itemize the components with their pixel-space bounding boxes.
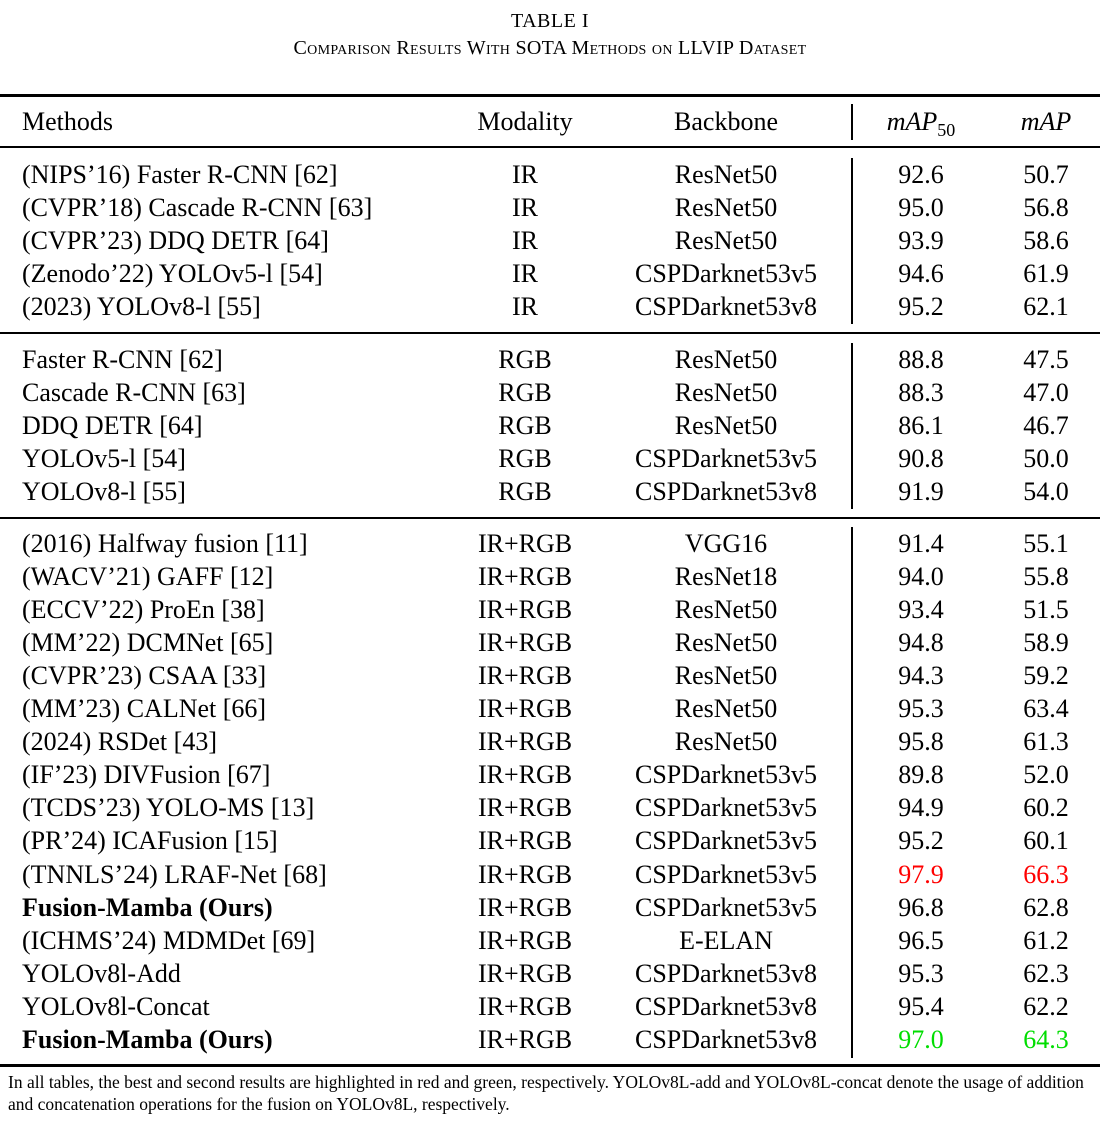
map-cell: 61.3 [1023,727,1069,757]
map-cell: 50.7 [1023,160,1069,189]
method-cell: Cascade R-CNN [63] [22,378,246,408]
method-cell: (IF’23) DIVFusion [67] [22,760,271,790]
table-row [0,158,1100,191]
map-cell: 64.3 [1023,1024,1069,1054]
method-cell: (Zenodo’22) YOLOv5-l [54] [22,259,323,289]
backbone-cell: CSPDarknet53v8 [635,477,817,507]
map50-cell: 96.5 [898,925,944,955]
table-row [0,475,1100,508]
method-cell: (CVPR’23) CSAA [33] [22,661,267,691]
table-row [0,791,1100,824]
modality-cell: IR+RGB [477,628,573,658]
backbone-cell: CSPDarknet53v8 [635,1024,817,1054]
header-map50 [887,105,956,147]
table-row [0,290,1100,323]
modality-cell: IR+RGB [477,958,573,988]
modality-cell: IR+RGB [477,595,573,625]
map50-cell: 88.8 [898,345,944,374]
table-row [0,758,1100,791]
modality-cell: IR+RGB [477,859,573,889]
table-row [0,725,1100,758]
method-cell: (CVPR’18) Cascade R-CNN [63] [22,193,373,223]
map-cell: 58.9 [1023,628,1069,658]
backbone-cell: ResNet50 [674,595,778,625]
table-row [0,990,1100,1023]
backbone-cell: E-ELAN [679,925,773,955]
modality-cell: IR [512,193,538,223]
header-map50-label: mAP [886,107,938,136]
group-rule-1 [0,332,1100,334]
method-cell: (MM’22) DCMNet [65] [22,628,274,658]
map50-cell: 93.4 [898,595,944,625]
table-row [0,257,1100,290]
modality-cell: IR+RGB [477,892,573,922]
header-modality: Modality [477,107,573,136]
map-cell: 59.2 [1023,661,1069,691]
map-cell: 61.9 [1023,259,1069,289]
modality-cell: IR [512,160,538,189]
table-row [0,376,1100,409]
modality-cell: RGB [498,411,552,441]
backbone-cell: CSPDarknet53v5 [635,444,817,474]
modality-cell: IR+RGB [477,529,573,558]
table-row [0,626,1100,659]
method-cell: (WACV’21) GAFF [12] [22,562,274,592]
map50-cell: 86.1 [898,411,944,441]
map50-cell: 94.6 [898,259,944,289]
table-row [0,824,1100,857]
backbone-cell: CSPDarknet53v8 [635,991,817,1021]
method-cell: (2024) RSDet [43] [22,727,217,757]
modality-cell: IR+RGB [477,826,573,856]
method-cell: YOLOv5-l [54] [22,444,186,474]
map-cell: 46.7 [1023,411,1069,441]
backbone-cell: CSPDarknet53v8 [635,292,817,322]
map50-cell: 95.8 [898,727,944,757]
map-cell: 55.8 [1023,562,1069,592]
map50-cell: 95.2 [898,826,944,856]
method-cell: Faster R-CNN [62] [22,345,223,374]
method-cell: (TCDS’23) YOLO-MS [13] [22,793,315,823]
map-cell: 62.3 [1023,958,1069,988]
map-cell: 54.0 [1023,477,1069,507]
method-cell: (PR’24) ICAFusion [15] [22,826,278,856]
backbone-cell: ResNet50 [674,345,778,374]
method-cell: (CVPR’23) DDQ DETR [64] [22,226,329,256]
header-methods: Methods [22,107,113,136]
map-cell: 52.0 [1023,760,1069,790]
map-cell: 47.5 [1023,345,1069,374]
backbone-cell: ResNet50 [674,661,778,691]
method-cell: YOLOv8-l [55] [22,477,186,507]
map50-cell: 94.8 [898,628,944,658]
map50-cell: 95.3 [898,958,944,988]
method-cell: YOLOv8l-Add [22,958,181,988]
map-cell: 61.2 [1023,925,1069,955]
modality-cell: IR+RGB [477,1024,573,1054]
map50-cell: 88.3 [898,378,944,408]
map-cell: 51.5 [1023,595,1069,625]
map50-cell: 97.0 [898,1024,944,1054]
backbone-cell: CSPDarknet53v5 [635,859,817,889]
method-cell: (2023) YOLOv8-l [55] [22,292,261,322]
method-cell: (ICHMS’24) MDMDet [69] [22,925,316,955]
map-cell: 55.1 [1023,529,1069,558]
map50-cell: 89.8 [898,760,944,790]
modality-cell: IR [512,292,538,322]
method-cell: Fusion-Mamba (Ours) [22,892,273,922]
top-rule [0,94,1100,97]
backbone-cell: ResNet50 [674,727,778,757]
group-rule-2 [0,517,1100,519]
footnote: In all tables, the best and second results are highlighted in red and green, respectively. YOLOv8L-add and YOLOv8L-concat denote the usage of addition and concatenation operations for the fusion on YOLOv8L, respectively. [8,1072,1084,1114]
backbone-cell: ResNet50 [674,411,778,441]
method-cell: (NIPS’16) Faster R-CNN [62] [22,160,338,189]
map-cell: 56.8 [1023,193,1069,223]
map-cell: 62.2 [1023,991,1069,1021]
backbone-cell: CSPDarknet53v5 [635,892,817,922]
table-header-row [0,105,1100,138]
map50-cell: 90.8 [898,444,944,474]
method-cell: DDQ DETR [64] [22,411,203,441]
map50-cell: 94.9 [898,793,944,823]
backbone-cell: ResNet18 [674,562,778,592]
map50-cell: 96.8 [898,892,944,922]
table-row [0,924,1100,957]
modality-cell: IR+RGB [477,793,573,823]
backbone-cell: ResNet50 [674,694,778,724]
method-cell: YOLOv8l-Concat [22,991,210,1021]
table-row [0,409,1100,442]
modality-cell: IR+RGB [477,727,573,757]
table-row [0,1023,1100,1056]
map-cell: 62.1 [1023,292,1069,322]
backbone-cell: CSPDarknet53v5 [635,826,817,856]
modality-cell: IR+RGB [477,694,573,724]
map50-cell: 95.0 [898,193,944,223]
modality-cell: IR+RGB [477,661,573,691]
table-row [0,858,1100,891]
table-row [0,527,1100,560]
modality-cell: IR+RGB [477,760,573,790]
table-row [0,191,1100,224]
map-cell: 47.0 [1023,378,1069,408]
backbone-cell: CSPDarknet53v5 [635,259,817,289]
map-cell: 63.4 [1023,694,1069,724]
method-cell: (2016) Halfway fusion [11] [22,529,308,558]
modality-cell: RGB [498,444,552,474]
table-row [0,659,1100,692]
method-cell: (TNNLS’24) LRAF-Net [68] [22,859,327,889]
map50-cell: 91.9 [898,477,944,507]
map50-cell: 91.4 [898,529,944,558]
backbone-cell: CSPDarknet53v8 [635,958,817,988]
modality-cell: IR [512,226,538,256]
map50-cell: 97.9 [898,859,944,889]
table-row [0,343,1100,376]
map50-cell: 95.3 [898,694,944,724]
table-label: TABLE I [511,10,589,32]
backbone-cell: ResNet50 [674,193,778,223]
map50-cell: 95.4 [898,991,944,1021]
map50-cell: 94.0 [898,562,944,592]
map-cell: 62.8 [1023,892,1069,922]
table-row [0,442,1100,475]
backbone-cell: VGG16 [684,529,768,558]
backbone-cell: ResNet50 [674,378,778,408]
table-row [0,560,1100,593]
method-cell: Fusion-Mamba (Ours) [22,1024,273,1054]
backbone-cell: ResNet50 [674,160,778,189]
backbone-cell: ResNet50 [674,226,778,256]
header-map50-subscript: 50 [937,120,956,140]
map50-cell: 95.2 [898,292,944,322]
method-cell: (ECCV’22) ProEn [38] [22,595,265,625]
table-row [0,957,1100,990]
table-title: Comparison Results With SOTA Methods on LLVIP Dataset [293,37,807,59]
map-cell: 60.1 [1023,826,1069,856]
table-row [0,891,1100,924]
table-row [0,593,1100,626]
modality-cell: IR+RGB [477,562,573,592]
map-cell: 58.6 [1023,226,1069,256]
table-row [0,224,1100,257]
map50-cell: 94.3 [898,661,944,691]
map-cell: 66.3 [1023,859,1069,889]
backbone-cell: ResNet50 [674,628,778,658]
map50-cell: 93.9 [898,226,944,256]
backbone-cell: CSPDarknet53v5 [635,760,817,790]
bottom-rule [0,1064,1100,1067]
header-backbone: Backbone [674,107,778,136]
modality-cell: IR [512,259,538,289]
map50-cell: 92.6 [898,160,944,189]
header-map: mAP [1020,107,1072,136]
table-row [0,692,1100,725]
map-cell: 50.0 [1023,444,1069,474]
method-cell: (MM’23) CALNet [66] [22,694,267,724]
modality-cell: RGB [498,477,552,507]
modality-cell: IR+RGB [477,925,573,955]
backbone-cell: CSPDarknet53v5 [635,793,817,823]
map-cell: 60.2 [1023,793,1069,823]
modality-cell: IR+RGB [477,991,573,1021]
modality-cell: RGB [498,345,552,374]
modality-cell: RGB [498,378,552,408]
